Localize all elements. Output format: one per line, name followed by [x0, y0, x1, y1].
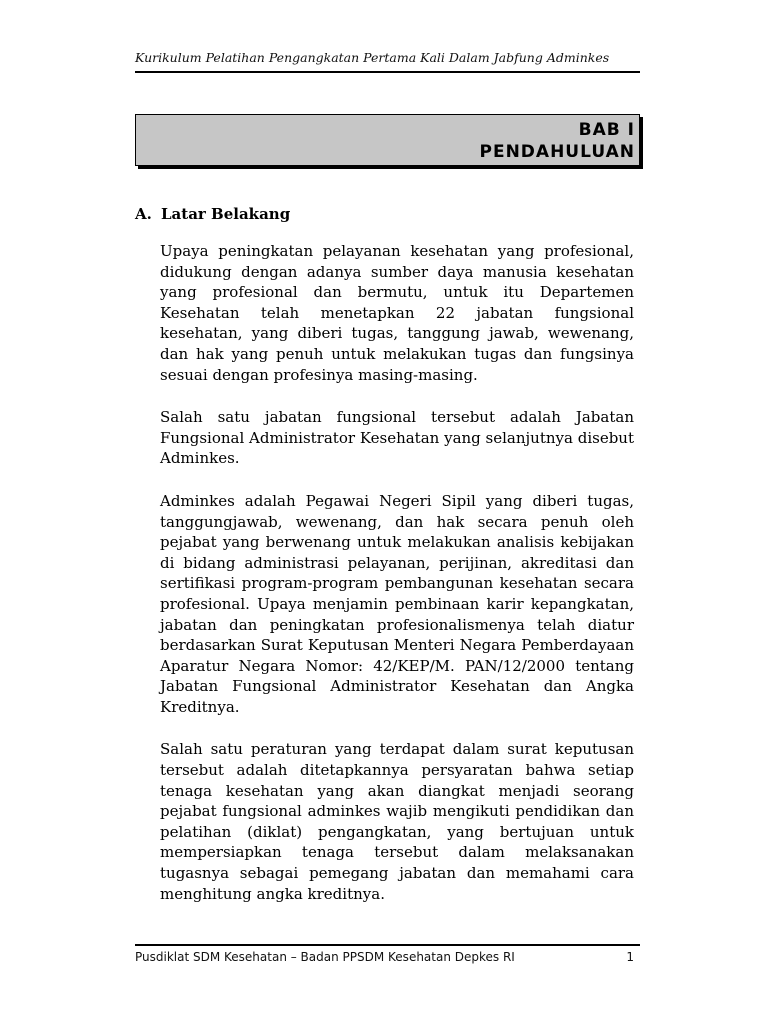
footer-divider: [135, 944, 640, 946]
paragraph: Salah satu jabatan fungsional tersebut adalah Jabatan Fungsional Administrator Kesehatan yang selanjutnya disebut Adminkes.: [160, 408, 634, 468]
footer-source: Pusdiklat SDM Kesehatan – Badan PPSDM Kesehatan Depkes RI: [135, 950, 515, 964]
running-header: Kurikulum Pelatihan Pengangkatan Pertama Kali Dalam Jabfung Adminkes: [135, 50, 610, 65]
chapter-number: BAB I: [578, 120, 635, 140]
page-number: 1: [626, 950, 634, 964]
section-title: Latar Belakang: [161, 205, 291, 223]
chapter-title: PENDAHULUAN: [479, 142, 635, 162]
paragraph: Adminkes adalah Pegawai Negeri Sipil yang diberi tugas, tanggungjawab, wewenang, dan hak secara penuh oleh pejabat yang berwenang untuk melakukan analisis kebijakan di bidang administrasi pelayanan, perijinan, akreditasi dan sertifikasi program-program pembangunan kesehatan secara profesional. Upaya menjamin pembinaan karir kepangkatan, jabatan dan peningkatan profesionalismenya telah diatur berdasarkan Surat Keputusan Menteri Negara Pemberdayaan Aparatur Negara Nomor: 42/KEP/M. PAN/12/2000 tentang Jabatan Fungsional Administrator Kesehatan dan Angka Kreditnya.: [160, 491, 634, 716]
section-heading: [135, 205, 290, 223]
paragraph: Upaya peningkatan pelayanan kesehatan yang profesional, didukung dengan adanya sumber daya manusia kesehatan yang profesional dan bermutu, untuk itu Departemen Kesehatan telah menetapkan 22 jabatan fungsional kesehatan, yang diberi tugas, tanggung jawab, wewenang, dan hak yang penuh untuk melakukan tugas dan fungsinya sesuai dengan profesinya masing-masing.: [160, 242, 634, 384]
paragraph: Salah satu peraturan yang terdapat dalam surat keputusan tersebut adalah ditetapkannya persyaratan bahwa setiap tenaga kesehatan yang akan diangkat menjadi seorang pejabat fungsional adminkes wajib mengikuti pendidikan dan pelatihan (diklat) pengangkatan, yang bertujuan untuk mempersiapkan tenaga tersebut dalam melaksanakan tugasnya sebagai pemegang jabatan dan memahami cara menghitung angka kreditnya.: [160, 740, 634, 903]
body-text: [160, 241, 634, 926]
chapter-title-box: [135, 114, 640, 166]
header-divider: [135, 71, 640, 73]
section-letter: A.: [135, 205, 152, 223]
